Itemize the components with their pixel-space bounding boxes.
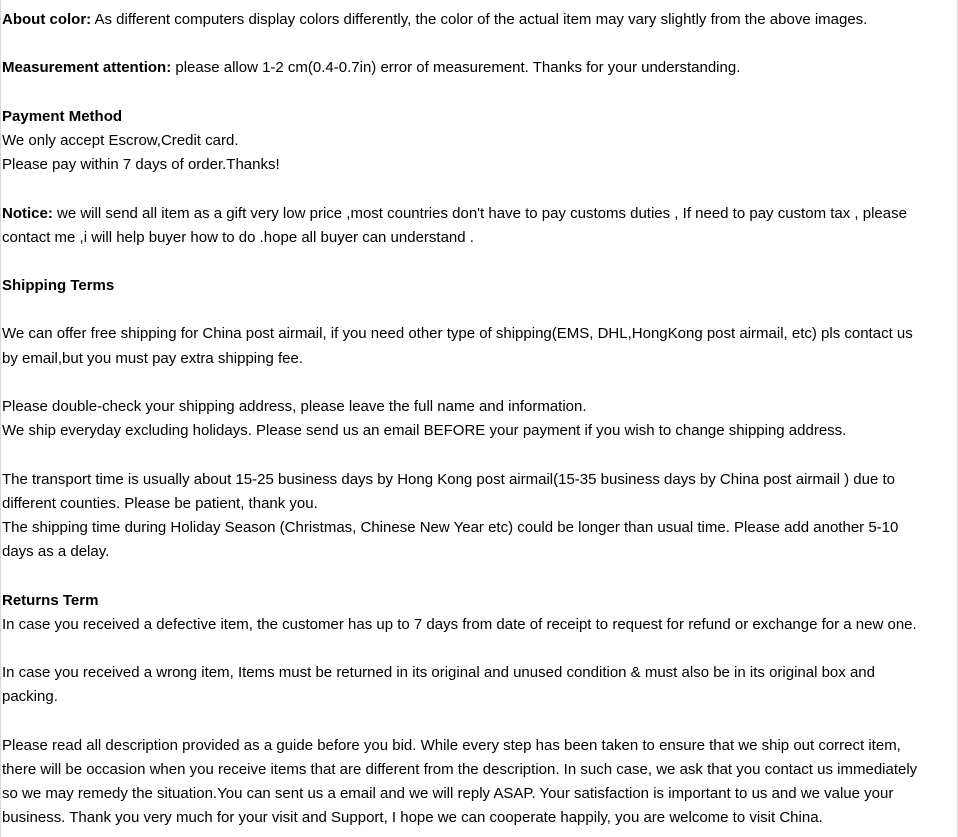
- spacer: [2, 371, 950, 395]
- returns-heading: Returns Term: [2, 591, 99, 609]
- shipping-p3-line-2: different counties. Please be patient, thank you.: [2, 494, 318, 512]
- measurement-paragraph: [2, 56, 950, 80]
- policy-content: [2, 8, 950, 830]
- measurement-label: Measurement attention:: [2, 59, 172, 77]
- left-border: [0, 0, 1, 837]
- notice-text: we will send all item as a gift very low price ,most countries don't have to pay customs duties , If need to pay custom tax , please: [52, 204, 907, 222]
- returns-p1-line-1: In case you received a defective item, the customer has up to 7 days from date of receipt to request for refund or exchange for a new one.: [2, 615, 917, 633]
- about-color-text: As different computers display colors differently, the color of the actual item may vary slightly from the above images.: [91, 11, 868, 28]
- payment-heading: Payment Method: [2, 107, 123, 125]
- spacer: [2, 709, 950, 733]
- shipping-p3-line-4: days as a delay.: [2, 543, 110, 561]
- spacer: [2, 32, 950, 56]
- spacer: [2, 564, 950, 588]
- notice-line-2: contact me ,i will help buyer how to do .hope all buyer can understand .: [2, 228, 474, 246]
- returns-p2-line-2: packing.: [2, 688, 58, 706]
- measurement-text: please allow 1-2 cm(0.4-0.7in) error of measurement. Thanks for your understanding.: [171, 59, 741, 77]
- returns-p3-line-1: Please read all description provided as a guide before you bid. While every step has been taken to ensure that we ship out correct item,: [2, 736, 901, 754]
- spacer: [2, 177, 950, 201]
- shipping-p1-line-2: by email,but you must pay extra shipping fee.: [2, 349, 303, 367]
- returns-p2-line-1: In case you received a wrong item, Items must be returned in its original and unused condition & must also be in its original box and: [2, 664, 875, 682]
- shipping-p1-line-1: We can offer free shipping for China post airmail, if you need other type of shipping(EMS, DHL,HongKong post airmail, etc) pls contact us: [2, 325, 913, 343]
- about-color-label: About color:: [2, 11, 92, 28]
- shipping-p3-line-1: The transport time is usually about 15-25 business days by Hong Kong post airmail(15-35 business days by China post airmail ) due to: [2, 470, 895, 488]
- spacer: [2, 298, 950, 322]
- returns-p3-line-2: there will be occasion when you receive items that are different from the description. In such case, we ask that you contact us immediately: [2, 760, 918, 778]
- shipping-heading: Shipping Terms: [2, 277, 115, 295]
- shipping-p3-line-3: The shipping time during Holiday Season (Christmas, Chinese New Year etc) could be longer than usual time. Please add another 5-10: [2, 518, 899, 536]
- spacer: [2, 81, 950, 105]
- spacer: [2, 443, 950, 467]
- spacer: [2, 250, 950, 274]
- about-color-paragraph: [2, 8, 950, 32]
- notice-line-1: [2, 202, 950, 226]
- returns-p3-line-3: so we may remedy the situation.You can sent us a email and we will reply ASAP. Your satisfaction is important to us and we value your: [2, 785, 894, 802]
- payment-line-2: Please pay within 7 days of order.Thanks!: [2, 156, 280, 174]
- shipping-p2-line-2: We ship everyday excluding holidays. Please send us an email BEFORE your payment if you wish to change shipping address.: [2, 422, 847, 440]
- notice-label: Notice:: [2, 204, 53, 222]
- spacer: [2, 637, 950, 661]
- shipping-p2-line-1: Please double-check your shipping address, please leave the full name and information.: [2, 398, 587, 415]
- returns-p3-line-4: business. Thank you very much for your visit and Support, I hope we can cooperate happily, you are welcome to visit China.: [2, 809, 823, 827]
- payment-line-1: We only accept Escrow,Credit card.: [2, 131, 239, 149]
